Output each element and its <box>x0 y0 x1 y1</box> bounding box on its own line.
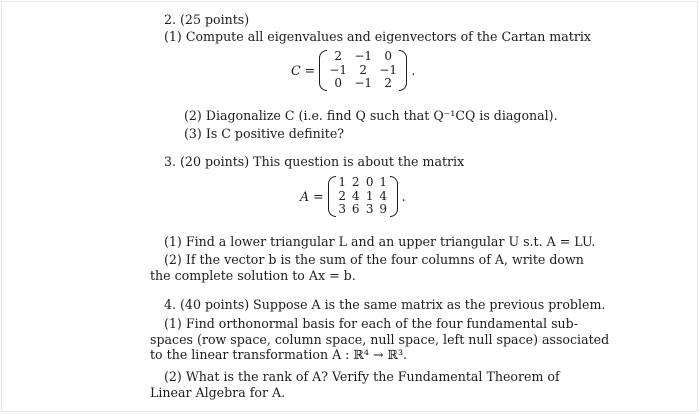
problem-3-heading: 3. (20 points) This question is about the matrix <box>164 154 465 169</box>
problem-4-part-2-line-2: Linear Algebra for A. <box>150 385 286 400</box>
matrix-cell: 2 <box>334 49 343 63</box>
problem-3-part-2-line-2: the complete solution to Ax = b. <box>150 268 356 283</box>
matrix-cell: 2 <box>338 188 346 203</box>
problem-2-part-3: (3) Is C positive definite? <box>184 126 345 141</box>
matrix-a-name: A = <box>300 188 324 204</box>
cartan-matrix-block <box>291 50 415 91</box>
matrix-cell: 2 <box>351 175 360 189</box>
matrix-a-period: . <box>401 188 406 204</box>
matrix-c-name: C = <box>291 62 316 78</box>
matrix-cell: 4 <box>379 188 387 203</box>
problem-4-part-1-line-3: to the linear transformation A : ℝ⁴ → ℝ³. <box>150 347 408 362</box>
matrix-c-entries <box>327 50 399 91</box>
matrix-a-entries <box>336 176 390 217</box>
matrix-cell: 9 <box>379 202 387 216</box>
matrix-cell: 3 <box>338 202 346 216</box>
problem-2-part-2: (2) Diagonalize C (i.e. find Q such that Q⁻¹CQ is diagonal). <box>184 108 558 123</box>
problem-4-heading: 4. (40 points) Suppose A is the same matrix as the previous problem. <box>164 297 606 312</box>
problem-3-part-2-line-1: (2) If the vector b is the sum of the four columns of A, write down <box>164 252 584 267</box>
matrix-cell: −1 <box>329 62 348 77</box>
matrix-c <box>319 50 407 91</box>
matrix-a <box>328 176 398 217</box>
problem-3-part-1: (1) Find a lower triangular L and an upper triangular U s.t. A = LU. <box>164 234 596 249</box>
problem-2-heading: 2. (25 points) <box>164 12 250 27</box>
problem-4-part-1-line-2: spaces (row space, column space, null space, left null space) associated <box>150 332 610 347</box>
matrix-cell: 1 <box>365 188 374 203</box>
matrix-c-period: . <box>411 62 416 78</box>
matrix-a-block <box>300 176 406 217</box>
problem-2-part-1: (1) Compute all eigenvalues and eigenvectors of the Cartan matrix <box>164 29 591 44</box>
matrix-cell: −1 <box>379 62 398 77</box>
matrix-cell: 2 <box>359 62 368 77</box>
problem-4-part-2-line-1: (2) What is the rank of A? Verify the Fundamental Theorem of <box>164 369 560 384</box>
matrix-cell: −1 <box>354 76 373 90</box>
matrix-cell: 0 <box>384 49 393 63</box>
problem-4-part-1-line-1: (1) Find orthonormal basis for each of the four fundamental sub- <box>164 316 578 331</box>
matrix-cell: 3 <box>365 202 374 216</box>
matrix-cell: 0 <box>334 76 343 90</box>
matrix-cell: 2 <box>384 76 393 90</box>
matrix-cell: 1 <box>379 175 387 189</box>
matrix-cell: 1 <box>338 175 346 189</box>
matrix-cell: −1 <box>354 49 373 63</box>
matrix-cell: 6 <box>351 202 360 216</box>
matrix-cell: 4 <box>351 188 360 203</box>
matrix-cell: 0 <box>365 175 374 189</box>
